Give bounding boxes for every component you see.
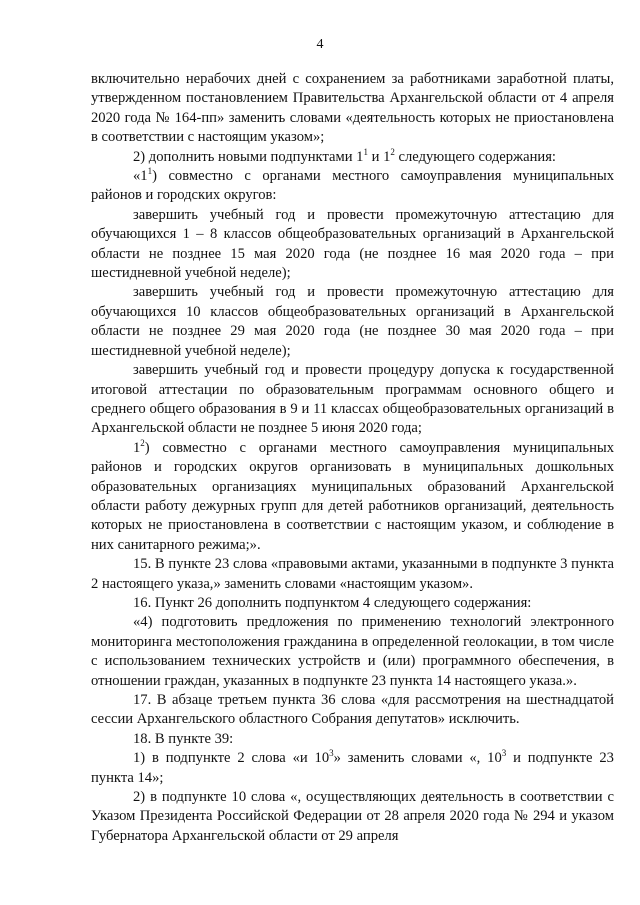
- paragraph: [91, 283, 614, 361]
- text-run: завершить учебный год и провести процедуру допуска к государственной итоговой аттестации по образовательным программам основного общего и среднего общего образования в 9 и 11 классах общеобразовательных организаций в Архангельской области не позднее 5 июня 2020 года;: [91, 362, 614, 437]
- text-run: и подпункте 23 пункта 14»;: [91, 750, 614, 786]
- text-run: » заменить словами «, 10: [333, 750, 502, 767]
- text-run: следующего содержания:: [394, 148, 556, 165]
- superscript: 1: [363, 146, 368, 157]
- paragraph: [91, 439, 614, 555]
- paragraph: [91, 749, 614, 788]
- text-run: 1) в подпункте 2 слова «и 10: [133, 750, 330, 767]
- page-number: 4: [316, 37, 324, 52]
- text-run: и 1: [367, 148, 391, 165]
- text-run: 2) в подпункте 10 слова «, осуществляющих деятельность в соответствии с Указом Президента Российской Федерации от 28 апреля 2020 года № 294 и указом Губернатора Архангельской области от 29 апреля: [91, 789, 614, 844]
- text-run: 2) дополнить новыми подпунктами 1: [133, 148, 364, 165]
- superscript: 1: [147, 166, 153, 177]
- paragraph: [91, 594, 614, 613]
- paragraph: [91, 167, 614, 206]
- text-run: 15. В пункте 23 слова «правовыми актами, указанными в подпункте 3 пункта 2 настоящего указа,» заменить словами «настоящим указом».: [91, 556, 614, 592]
- paragraph: [91, 70, 614, 148]
- text-run: завершить учебный год и провести промежуточную аттестацию для обучающихся 1 – 8 классов общеобразовательных организаций в Архангельской области не позднее 15 мая 2020 года (не позднее 16 мая 2020 года – при шестидневной учебной неделе);: [91, 206, 614, 282]
- paragraph: [91, 206, 614, 284]
- paragraph: [91, 555, 614, 594]
- superscript: 3: [329, 748, 334, 759]
- text-run: 1: [133, 439, 141, 456]
- text-run: завершить учебный год и провести промежуточную аттестацию для обучающихся 10 классов общеобразовательных организаций в Архангельской области не позднее 29 мая 2020 года (не позднее 30 мая 2020 года – при шестидневной учебной неделе);: [91, 284, 614, 359]
- superscript: 2: [390, 146, 395, 157]
- paragraph: [91, 361, 614, 439]
- document-body: [91, 70, 614, 846]
- paragraph: [91, 148, 614, 167]
- paragraph: [91, 788, 614, 846]
- text-run: включительно нерабочих дней с сохранением за работниками заработной платы, утвержденном постановлением Правительства Архангельской области от 4 апреля 2020 года № 164-пп» заменить словами «деятельность которых не приостановлена в соответствии с настоящим указом»;: [91, 71, 614, 146]
- superscript: 2: [140, 437, 145, 448]
- text-run: «1: [133, 168, 148, 185]
- superscript: 3: [501, 748, 507, 759]
- paragraph: [91, 613, 614, 691]
- paragraph: [91, 730, 614, 749]
- text-run: 18. В пункте 39:: [133, 730, 234, 747]
- text-run: ) совместно с органами местного самоуправления муниципальных районов и городских округов:: [91, 168, 614, 204]
- text-run: 16. Пункт 26 дополнить подпунктом 4 следующего содержания:: [133, 594, 532, 611]
- paragraph: [91, 691, 614, 730]
- text-run: «4) подготовить предложения по применению технологий электронного мониторинга местоположения гражданина в определенной геолокации, в том числе с использованием технических устройств и (или) программного обеспечения, в отношении граждан, указанных в подпункте 23 пункта 14 настоящего указа.».: [91, 614, 614, 689]
- text-run: ) совместно с органами местного самоуправления муниципальных районов и городских округов организовать в муниципальных дошкольных образовательных организациях муниципальных образований Архангельской области работу дежурных групп для детей работников организаций, деятельность которых не приостановлена в соответствии с настоящим указом, и соблюдение в них санитарного режима;».: [91, 439, 614, 553]
- text-run: 17. В абзаце третьем пункта 36 слова «для рассмотрения на шестнадцатой сессии Архангельского областного Собрания депутатов» исключить.: [91, 692, 614, 728]
